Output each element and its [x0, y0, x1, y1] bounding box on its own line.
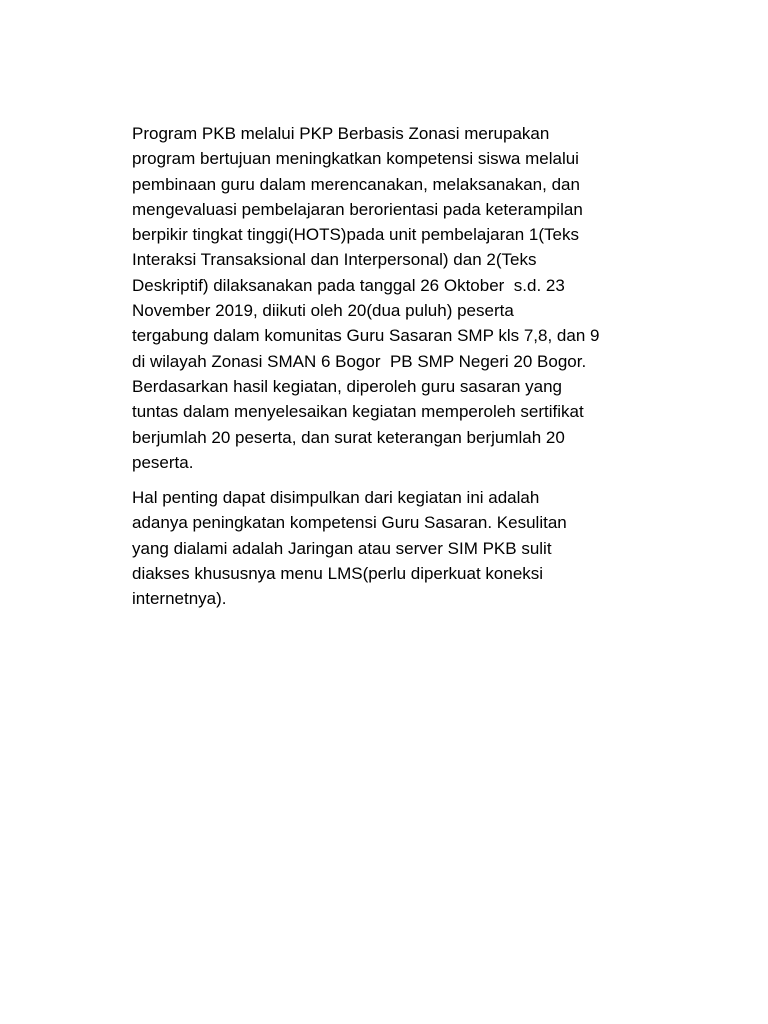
text-line: berpikir tingkat tinggi(HOTS)pada unit pembelajaran 1(Teks — [132, 225, 579, 245]
document-body — [132, 121, 662, 612]
text-line: Berdasarkan hasil kegiatan, diperoleh guru sasaran yang — [132, 376, 562, 396]
text-line: November 2019, diikuti oleh 20(dua puluh) peserta — [132, 301, 514, 321]
text-line: berjumlah 20 peserta, dan surat keterangan berjumlah 20 — [132, 427, 565, 447]
paragraph-conclusion — [132, 485, 662, 611]
text-line: Hal penting dapat disimpulkan dari kegiatan ini adalah — [132, 488, 540, 508]
text-line: diakses khususnya menu LMS(perlu diperkuat koneksi — [132, 564, 544, 584]
text-line: internetnya). — [132, 589, 227, 609]
text-line: di wilayah Zonasi SMAN 6 Bogor PB SMP Negeri 20 Bogor. — [132, 351, 587, 371]
text-line: Deskriptif) dilaksanakan pada tanggal 26 Oktober s.d. 23 — [132, 275, 565, 295]
text-line: tergabung dalam komunitas Guru Sasaran SMP kls 7,8, dan 9 — [132, 326, 600, 346]
text-line: yang dialami adalah Jaringan atau server SIM PKB sulit — [132, 538, 552, 558]
text-line: program bertujuan meningkatkan kompetensi siswa melalui — [132, 149, 579, 169]
text-line: Program PKB melalui PKP Berbasis Zonasi merupakan — [132, 124, 550, 143]
text-line: Interaksi Transaksional dan Interpersonal) dan 2(Teks — [132, 250, 537, 270]
text-line: pembinaan guru dalam merencanakan, melaksanakan, dan — [132, 174, 580, 194]
text-line: peserta. — [132, 452, 194, 472]
paragraph-program-summary — [132, 121, 662, 475]
text-line: tuntas dalam menyelesaikan kegiatan memperoleh sertifikat — [132, 402, 584, 422]
text-line: adanya peningkatan kompetensi Guru Sasaran. Kesulitan — [132, 513, 567, 533]
text-line: mengevaluasi pembelajaran berorientasi pada keterampilan — [132, 199, 583, 219]
